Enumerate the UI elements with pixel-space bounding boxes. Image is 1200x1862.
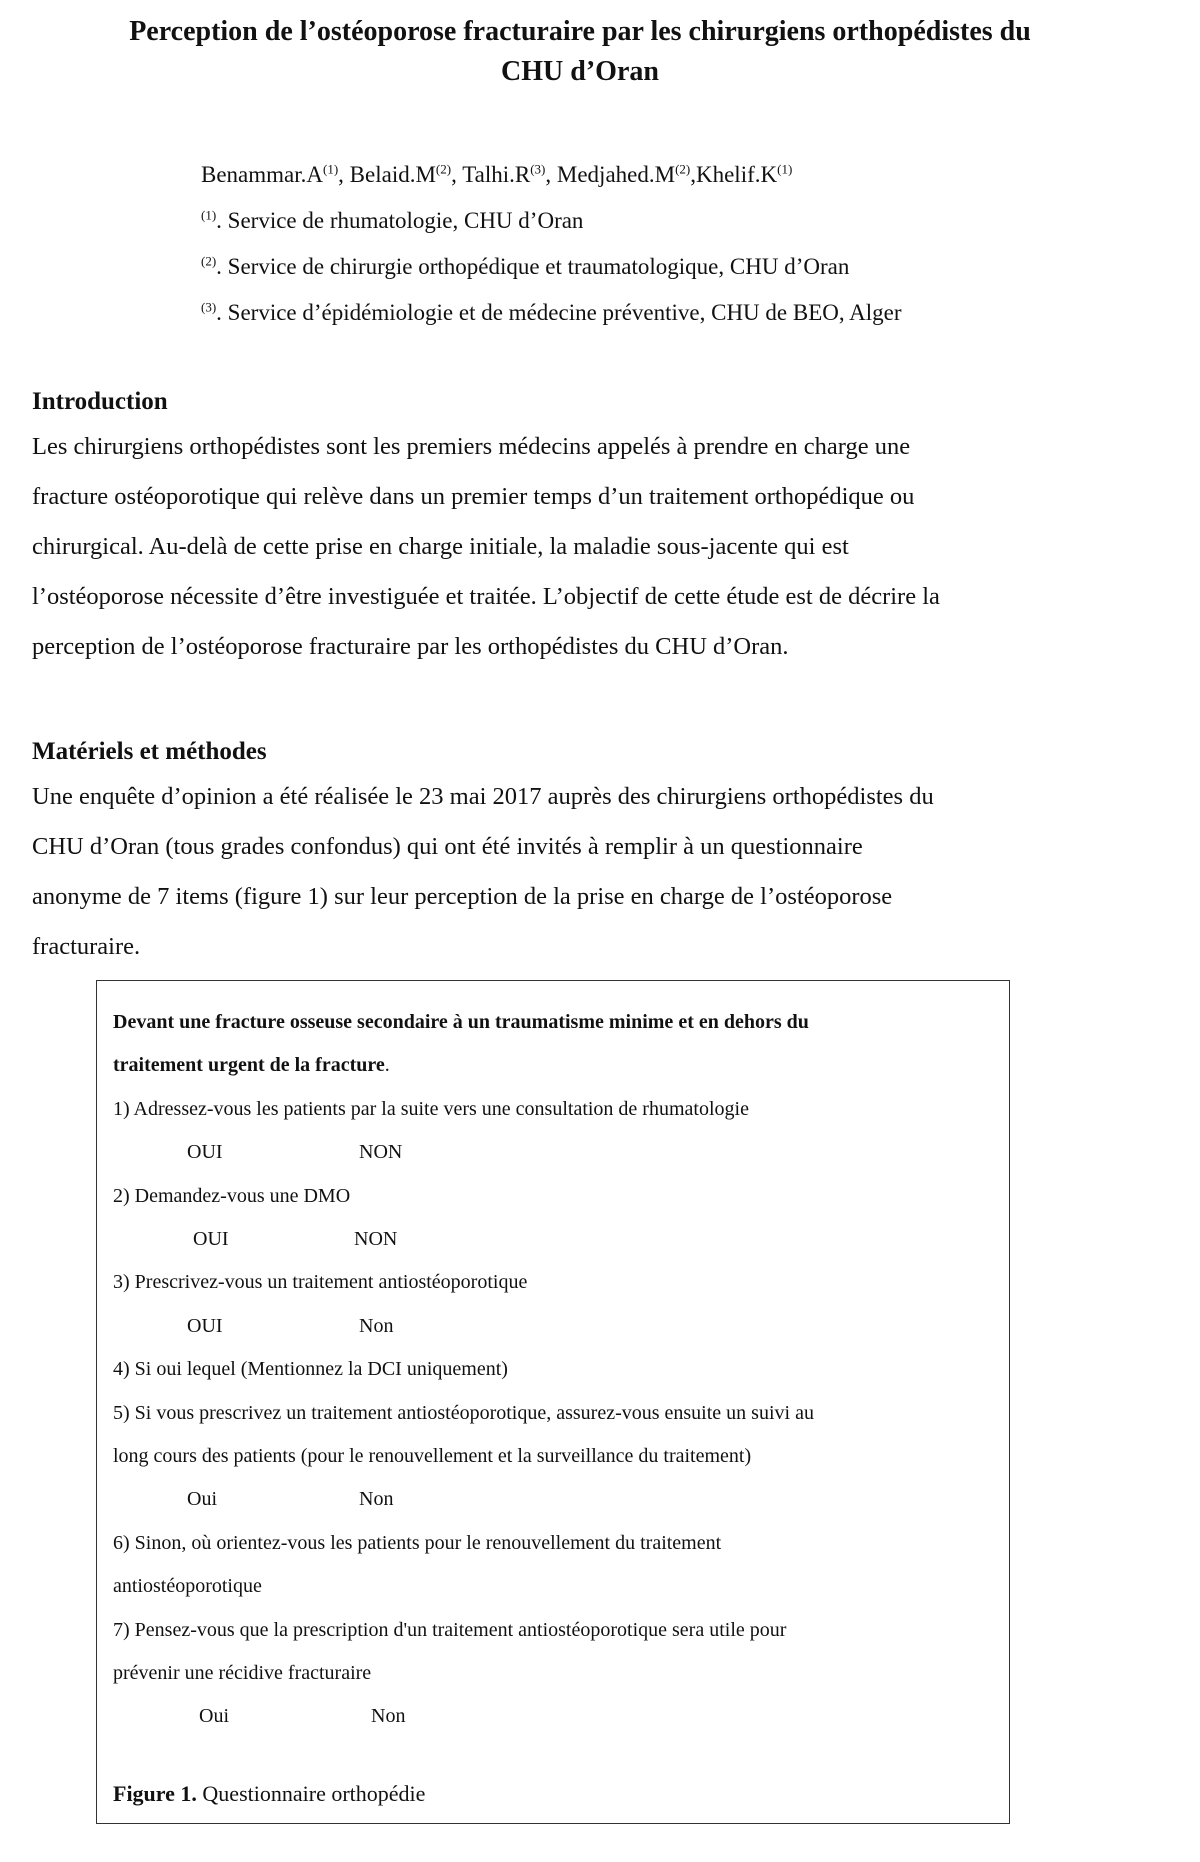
question-5-line-2: long cours des patients (pour le renouvellement et la surveillance du traitement) [113, 1445, 752, 1468]
answer-yes: OUI [187, 1314, 223, 1337]
author-affil-sup: (2) [675, 161, 691, 177]
affiliation-text: . Service de chirurgie orthopédique et traumatologique, CHU d’Oran [216, 254, 850, 279]
body-line: Une enquête d’opinion a été réalisée le 23 mai 2017 auprès des chirurgiens orthopédistes du [32, 783, 934, 810]
affiliation-item [201, 290, 901, 336]
author-affil-sup: (1) [323, 161, 339, 177]
body-line: fracturaire. [32, 933, 141, 960]
figure-caption [113, 1779, 425, 1809]
question-6-line-2: antiostéoporotique [113, 1575, 262, 1598]
body-line: anonyme de 7 items (figure 1) sur leur perception de la prise en charge de l’ostéoporose [32, 883, 893, 910]
questionnaire-intro-line-1: Devant une fracture osseuse secondaire à un traumatisme minime et en dehors du [113, 1011, 809, 1033]
affiliation-sup: (2) [201, 253, 217, 269]
questionnaire-intro-line-2 [113, 1044, 993, 1087]
author-name: Benammar.A [201, 162, 323, 187]
author-affil-sup: (3) [530, 161, 546, 177]
author-separator: , [338, 162, 350, 187]
figure-caption-text: Questionnaire orthopédie [196, 1781, 426, 1806]
introduction-heading: Introduction [32, 388, 168, 415]
body-line: CHU d’Oran (tous grades confondus) qui ont été invités à remplir à un questionnaire [32, 833, 863, 860]
methods-body [32, 772, 1142, 972]
question-1: 1) Adressez-vous les patients par la suite vers une consultation de rhumatologie [113, 1097, 749, 1120]
answer-options-5 [113, 1478, 993, 1521]
affiliation-sup: (1) [201, 207, 217, 223]
author-name: Belaid.M [349, 162, 436, 187]
answer-yes: Oui [187, 1488, 217, 1511]
answer-no: NON [359, 1141, 403, 1164]
author-name: Talhi.R [462, 162, 531, 187]
answer-options-1 [113, 1131, 993, 1174]
title-line-2: CHU d’Oran [501, 56, 659, 87]
question-7-line-1: 7) Pensez-vous que la prescription d'un traitement antiostéoporotique sera utile pour [113, 1618, 787, 1641]
author-name: Khelif.K [695, 162, 778, 187]
affiliation-item [201, 244, 901, 290]
paper-title [0, 12, 1160, 92]
body-line: chirurgical. Au-delà de cette prise en charge initiale, la maladie sous-jacente qui est [32, 533, 849, 560]
author-separator: , [690, 162, 696, 187]
answer-options-7 [113, 1695, 993, 1738]
figure-caption-label: Figure 1. [113, 1781, 197, 1806]
author-separator: , [545, 162, 557, 187]
answer-yes: OUI [187, 1141, 223, 1164]
questionnaire-intro-bold: traitement urgent de la fracture [113, 1054, 385, 1077]
methods-heading: Matériels et méthodes [32, 738, 267, 765]
answer-options-3 [113, 1305, 993, 1348]
questionnaire-content [113, 1001, 993, 1739]
answer-no: Non [359, 1488, 394, 1511]
body-line: fracture ostéoporotique qui relève dans un premier temps d’un traitement orthopédique ou [32, 483, 915, 510]
question-4: 4) Si oui lequel (Mentionnez la DCI uniquement) [113, 1358, 508, 1381]
question-5-line-1: 5) Si vous prescrivez un traitement antiostéoporotique, assurez-vous ensuite un suivi au [113, 1401, 814, 1424]
question-2: 2) Demandez-vous une DMO [113, 1184, 351, 1207]
question-6-line-1: 6) Sinon, où orientez-vous les patients pour le renouvellement du traitement [113, 1531, 722, 1554]
question-3: 3) Prescrivez-vous un traitement antiostéoporotique [113, 1271, 528, 1294]
answer-no: Non [359, 1314, 394, 1337]
author-separator: , [451, 162, 463, 187]
affiliation-text: . Service d’épidémiologie et de médecine préventive, CHU de BEO, Alger [216, 300, 902, 325]
author-block [201, 152, 901, 336]
author-name: Medjahed.M [556, 162, 676, 187]
affiliation-sup: (3) [201, 299, 217, 315]
answer-yes: OUI [193, 1228, 229, 1251]
answer-yes: Oui [199, 1705, 229, 1728]
body-line: Les chirurgiens orthopédistes sont les premiers médecins appelés à prendre en charge une [32, 433, 911, 460]
figure-1-questionnaire [96, 980, 1010, 1824]
introduction-section [32, 382, 1142, 672]
body-line: l’ostéoporose nécessite d’être investiguée et traitée. L’objectif de cette étude est de décrire la [32, 583, 940, 610]
author-affil-sup: (1) [777, 161, 793, 177]
question-7-line-2: prévenir une récidive fracturaire [113, 1662, 372, 1685]
author-affil-sup: (2) [435, 161, 452, 177]
answer-options-2 [113, 1218, 993, 1261]
body-line: perception de l’ostéoporose fracturaire par les orthopédistes du CHU d’Oran. [32, 633, 789, 660]
methods-section [32, 732, 1142, 972]
affiliation-text: . Service de rhumatologie, CHU d’Oran [216, 208, 584, 233]
author-list [201, 152, 901, 198]
questionnaire-intro-period: . [384, 1054, 390, 1077]
introduction-body [32, 422, 1142, 672]
title-line-1: Perception de l’ostéoporose fracturaire par les chirurgiens orthopédistes du [129, 16, 1031, 47]
answer-no: Non [371, 1705, 406, 1728]
answer-no: NON [354, 1228, 398, 1251]
affiliation-item [201, 198, 901, 244]
